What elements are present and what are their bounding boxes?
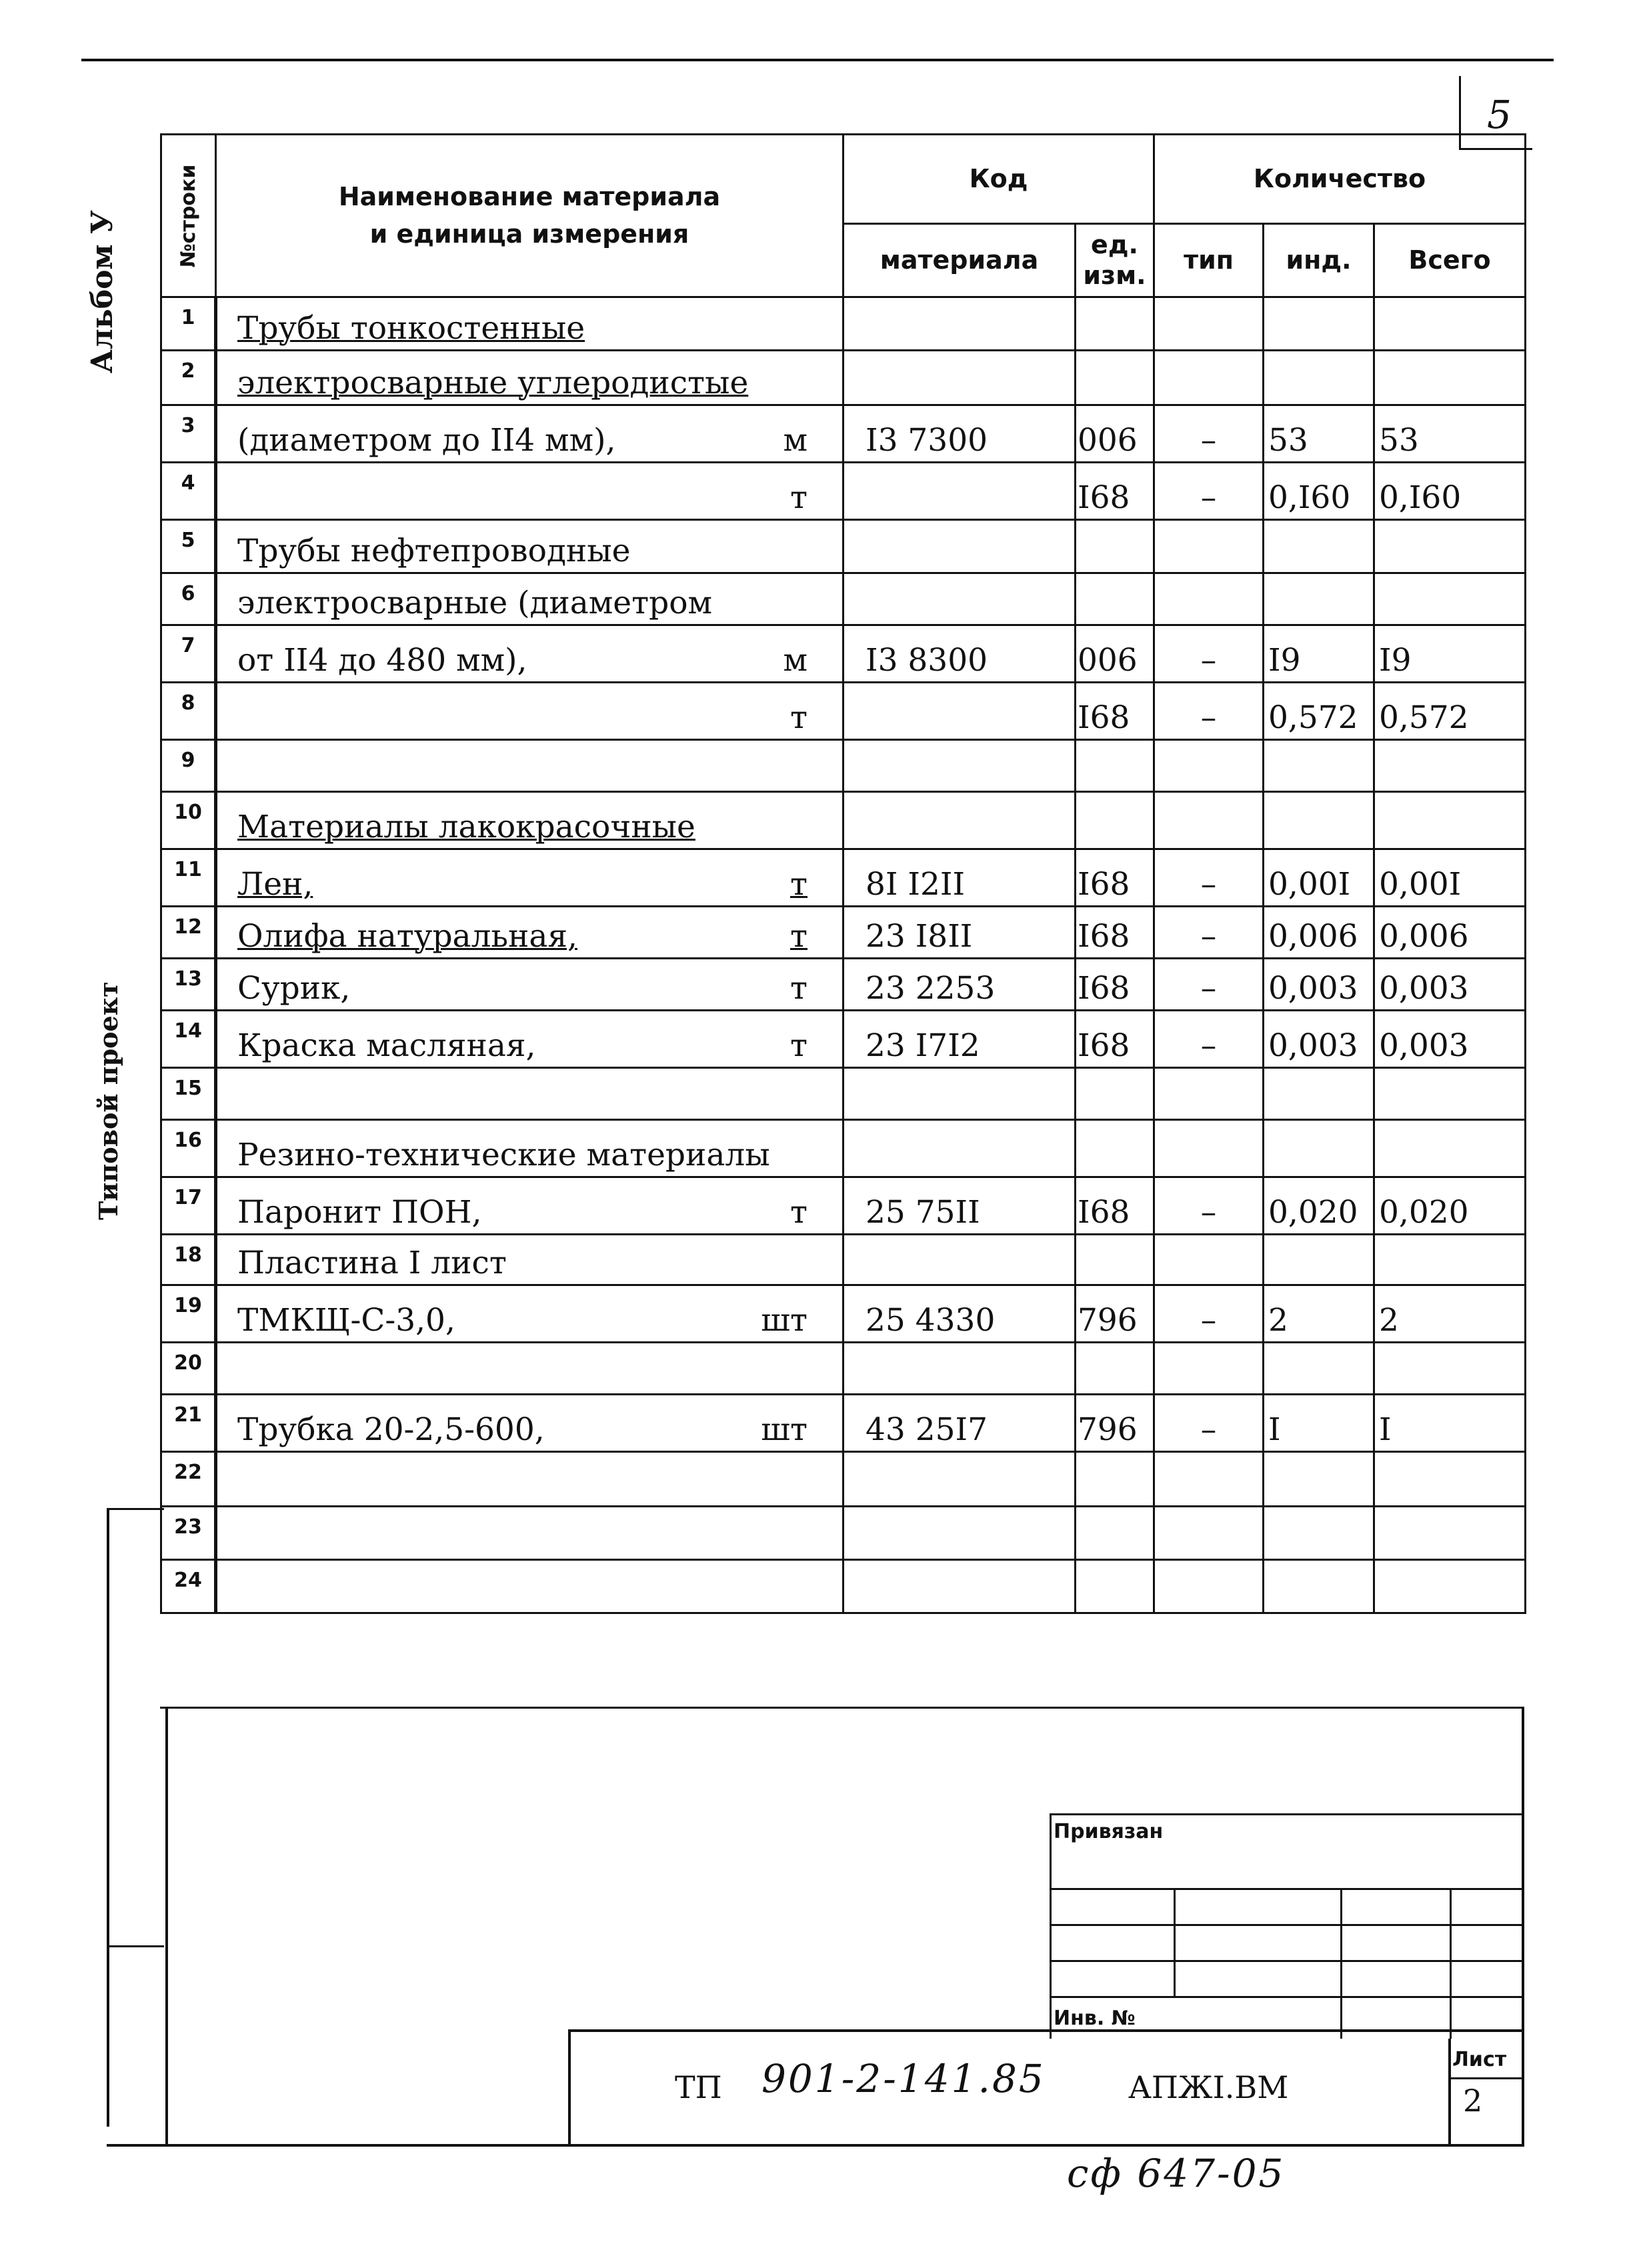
unit-code: I68 [1076,907,1154,959]
total-quantity: I [1374,1395,1526,1452]
material-name-cell [216,683,844,740]
header-type: тип [1154,224,1264,297]
individual-quantity: 2 [1264,1285,1374,1343]
individual-quantity [1264,1560,1374,1613]
table-row [161,297,1526,351]
header-name: Наименование материала и единица измерения [216,135,844,297]
table-row [161,625,1526,683]
type-value: – [1154,959,1264,1011]
footer-handwritten-note: сф 647-05 [1067,2151,1286,2196]
row-number: 8 [161,683,216,740]
table-row [161,907,1526,959]
total-quantity [1374,1343,1526,1395]
individual-quantity: 0,003 [1264,1011,1374,1068]
unit-code [1076,573,1154,625]
material-name-cell [216,297,844,351]
total-quantity: 2 [1374,1285,1526,1343]
individual-quantity [1264,351,1374,405]
material-name: электросварные (диаметром [237,585,713,621]
material-code: I3 8300 [844,625,1076,683]
type-value: – [1154,1395,1264,1452]
individual-quantity: 0,I60 [1264,463,1374,520]
page-number: 5 [1487,92,1512,137]
type-value [1154,1343,1264,1395]
unit-code [1076,1235,1154,1285]
unit-code: I68 [1076,959,1154,1011]
unit-code: 796 [1076,1285,1154,1343]
unit-code [1076,792,1154,849]
total-quantity [1374,1120,1526,1177]
unit-code: I68 [1076,1177,1154,1235]
type-value: – [1154,625,1264,683]
type-value [1154,1560,1264,1613]
table-row [161,1120,1526,1177]
unit-code [1076,297,1154,351]
individual-quantity [1264,740,1374,792]
sheet-number: 2 [1463,2083,1483,2119]
row-number: 23 [161,1507,216,1560]
material-code [844,1120,1076,1177]
material-code [844,1235,1076,1285]
unit-code: 796 [1076,1395,1154,1452]
material-name-cell [216,1011,844,1068]
material-code [844,1068,1076,1120]
table-row [161,1560,1526,1613]
type-value [1154,297,1264,351]
material-name: Лен, [237,866,313,903]
material-name-cell [216,959,844,1011]
material-name: Паронит ПОН, [237,1194,482,1231]
unit-of-measure: т [789,1027,807,1064]
material-code: 8I I2II [844,849,1076,907]
material-name-cell [216,1120,844,1177]
binding-strip-top [107,1508,164,1510]
materials-table [160,133,1526,1614]
unit-code: 006 [1076,405,1154,463]
material-name: Сурик, [237,970,351,1007]
type-value: – [1154,1011,1264,1068]
table-row [161,683,1526,740]
type-value: – [1154,1177,1264,1235]
header-material: материала [844,224,1076,297]
row-number: 11 [161,849,216,907]
row-number: 16 [161,1120,216,1177]
material-code: 23 I7I2 [844,1011,1076,1068]
type-value: – [1154,683,1264,740]
table-row [161,1177,1526,1235]
individual-quantity [1264,1452,1374,1507]
type-value: – [1154,1285,1264,1343]
total-quantity [1374,520,1526,573]
unit-code [1076,1452,1154,1507]
row-number: 1 [161,297,216,351]
row-number: 5 [161,520,216,573]
individual-quantity: 0,006 [1264,907,1374,959]
total-quantity [1374,1507,1526,1560]
total-quantity: I9 [1374,625,1526,683]
unit-of-measure: т [789,970,807,1007]
type-value: – [1154,849,1264,907]
type-value [1154,1507,1264,1560]
material-code [844,573,1076,625]
doc-number: 901-2-141.85 [761,2056,1046,2101]
total-quantity [1374,1235,1526,1285]
album-label: Альбом У [85,210,119,373]
sheet-label: Лист [1452,2048,1507,2071]
table-row [161,740,1526,792]
unit-code [1076,351,1154,405]
unit-code: I68 [1076,683,1154,740]
table-row [161,520,1526,573]
total-quantity: 0,003 [1374,1011,1526,1068]
material-name: Трубка 20-2,5-600, [237,1411,545,1448]
row-number: 12 [161,907,216,959]
material-name-cell [216,1343,844,1395]
material-code [844,1507,1076,1560]
unit-of-measure: т [789,699,807,736]
form-left-border [165,1707,168,2147]
unit-code [1076,1343,1154,1395]
individual-quantity [1264,1343,1374,1395]
total-quantity: 0,572 [1374,683,1526,740]
type-value [1154,792,1264,849]
unit-of-measure: т [789,1194,807,1231]
individual-quantity [1264,792,1374,849]
material-code: 43 25I7 [844,1395,1076,1452]
material-name-cell [216,625,844,683]
material-name-cell [216,740,844,792]
total-quantity [1374,351,1526,405]
total-quantity: 53 [1374,405,1526,463]
table-row [161,405,1526,463]
total-quantity [1374,573,1526,625]
row-number: 6 [161,573,216,625]
header-total: Всего [1374,224,1526,297]
doc-suffix: АПЖI.ВМ [1128,2069,1289,2105]
row-number: 22 [161,1452,216,1507]
unit-of-measure: т [789,918,807,955]
material-name: Пластина I лист [237,1245,507,1281]
material-name-cell [216,1395,844,1452]
material-name-cell [216,405,844,463]
table-row [161,1011,1526,1068]
type-value [1154,1120,1264,1177]
material-name-cell [216,849,844,907]
type-value [1154,573,1264,625]
title-block [568,2029,1524,2145]
material-code [844,1343,1076,1395]
header-row-number: №строки [161,135,216,297]
header-unit: ед. изм. [1076,224,1154,297]
material-code [844,520,1076,573]
material-code [844,683,1076,740]
table-row [161,959,1526,1011]
material-code [844,1560,1076,1613]
material-name-cell [216,792,844,849]
total-quantity [1374,297,1526,351]
material-name-cell [216,520,844,573]
individual-quantity: 0,00I [1264,849,1374,907]
material-code: 23 I8II [844,907,1076,959]
material-code [844,351,1076,405]
binding-strip-left-line [107,1508,109,2127]
unit-code [1076,1120,1154,1177]
individual-quantity [1264,1120,1374,1177]
total-quantity [1374,1560,1526,1613]
row-number: 17 [161,1177,216,1235]
project-label: Типовой проект [93,981,123,1220]
unit-code [1076,1068,1154,1120]
material-code [844,463,1076,520]
individual-quantity: 0,003 [1264,959,1374,1011]
table-row [161,1235,1526,1285]
table-row [161,792,1526,849]
total-quantity [1374,1068,1526,1120]
table-row [161,1452,1526,1507]
material-name-cell [216,351,844,405]
total-quantity [1374,740,1526,792]
stamp-inv-label: Инв. № [1054,2007,1136,2030]
unit-code [1076,1560,1154,1613]
material-name-cell [216,1285,844,1343]
doc-prefix: ТП [675,2069,722,2105]
material-name-cell [216,1235,844,1285]
individual-quantity [1264,520,1374,573]
table-row [161,1343,1526,1395]
row-number: 14 [161,1011,216,1068]
type-value: – [1154,463,1264,520]
table-bottom-line [160,1707,1524,1709]
top-frame-line [81,59,1554,61]
table-row [161,1285,1526,1343]
type-value [1154,740,1264,792]
total-quantity [1374,792,1526,849]
material-name-cell [216,463,844,520]
unit-code: I68 [1076,463,1154,520]
material-name: Резино-технические материалы [237,1137,770,1173]
individual-quantity [1264,573,1374,625]
material-code [844,740,1076,792]
table-row [161,573,1526,625]
row-number: 20 [161,1343,216,1395]
individual-quantity: 0,572 [1264,683,1374,740]
row-number: 3 [161,405,216,463]
material-code: I3 7300 [844,405,1076,463]
individual-quantity: 0,020 [1264,1177,1374,1235]
table-row [161,1507,1526,1560]
total-quantity: 0,003 [1374,959,1526,1011]
unit-of-measure: м [783,422,807,459]
binding-strip-divider [107,1945,164,1947]
material-name-cell [216,1560,844,1613]
row-number: 18 [161,1235,216,1285]
individual-quantity: 53 [1264,405,1374,463]
material-code: 23 2253 [844,959,1076,1011]
individual-quantity [1264,1507,1374,1560]
type-value: – [1154,405,1264,463]
unit-code [1076,1507,1154,1560]
unit-code [1076,740,1154,792]
unit-of-measure: шт [761,1302,807,1339]
row-number: 13 [161,959,216,1011]
binding-stamp [1050,1813,1522,2039]
material-name: Трубы нефтепроводные [237,533,631,569]
individual-quantity [1264,1235,1374,1285]
table-row [161,1068,1526,1120]
row-number: 9 [161,740,216,792]
individual-quantity [1264,1068,1374,1120]
material-code [844,1452,1076,1507]
stamp-bound-label: Привязан [1054,1820,1164,1843]
row-number: 21 [161,1395,216,1452]
material-name-cell [216,1507,844,1560]
type-value [1154,1452,1264,1507]
material-name: Олифа натуральная, [237,918,577,955]
unit-of-measure: т [789,479,807,516]
total-quantity: 0,00I [1374,849,1526,907]
row-number: 15 [161,1068,216,1120]
material-name-cell [216,1177,844,1235]
individual-quantity [1264,297,1374,351]
material-code: 25 75II [844,1177,1076,1235]
type-value [1154,1068,1264,1120]
table-row [161,849,1526,907]
material-code [844,297,1076,351]
material-name-cell [216,573,844,625]
unit-code [1076,520,1154,573]
header-individual: инд. [1264,224,1374,297]
material-name: электросварные углеродистые [237,365,749,401]
material-name: ТМКЩ-С-3,0, [237,1302,455,1339]
table-row [161,463,1526,520]
unit-of-measure: шт [761,1411,807,1448]
material-name: (диаметром до II4 мм), [237,422,616,459]
material-name-cell [216,907,844,959]
total-quantity [1374,1452,1526,1507]
row-number: 10 [161,792,216,849]
type-value [1154,1235,1264,1285]
type-value [1154,520,1264,573]
material-name: Материалы лакокрасочные [237,809,695,845]
unit-code: 006 [1076,625,1154,683]
total-quantity: 0,020 [1374,1177,1526,1235]
total-quantity: 0,006 [1374,907,1526,959]
material-name: Краска масляная, [237,1027,536,1064]
row-number: 4 [161,463,216,520]
type-value: – [1154,907,1264,959]
material-name-cell [216,1068,844,1120]
individual-quantity: I9 [1264,625,1374,683]
row-number: 2 [161,351,216,405]
type-value [1154,351,1264,405]
material-code [844,792,1076,849]
table-row [161,351,1526,405]
unit-code: I68 [1076,849,1154,907]
table-row [161,1395,1526,1452]
material-code: 25 4330 [844,1285,1076,1343]
row-number: 7 [161,625,216,683]
material-name-cell [216,1452,844,1507]
unit-of-measure: т [789,866,807,903]
row-number: 19 [161,1285,216,1343]
material-name: от II4 до 480 мм), [237,642,527,679]
individual-quantity: I [1264,1395,1374,1452]
row-number: 24 [161,1560,216,1613]
total-quantity: 0,I60 [1374,463,1526,520]
unit-code: I68 [1076,1011,1154,1068]
header-quantity: Количество [1154,135,1526,224]
header-code: Код [844,135,1154,224]
material-name: Трубы тонкостенные [237,310,585,347]
unit-of-measure: м [783,642,807,679]
